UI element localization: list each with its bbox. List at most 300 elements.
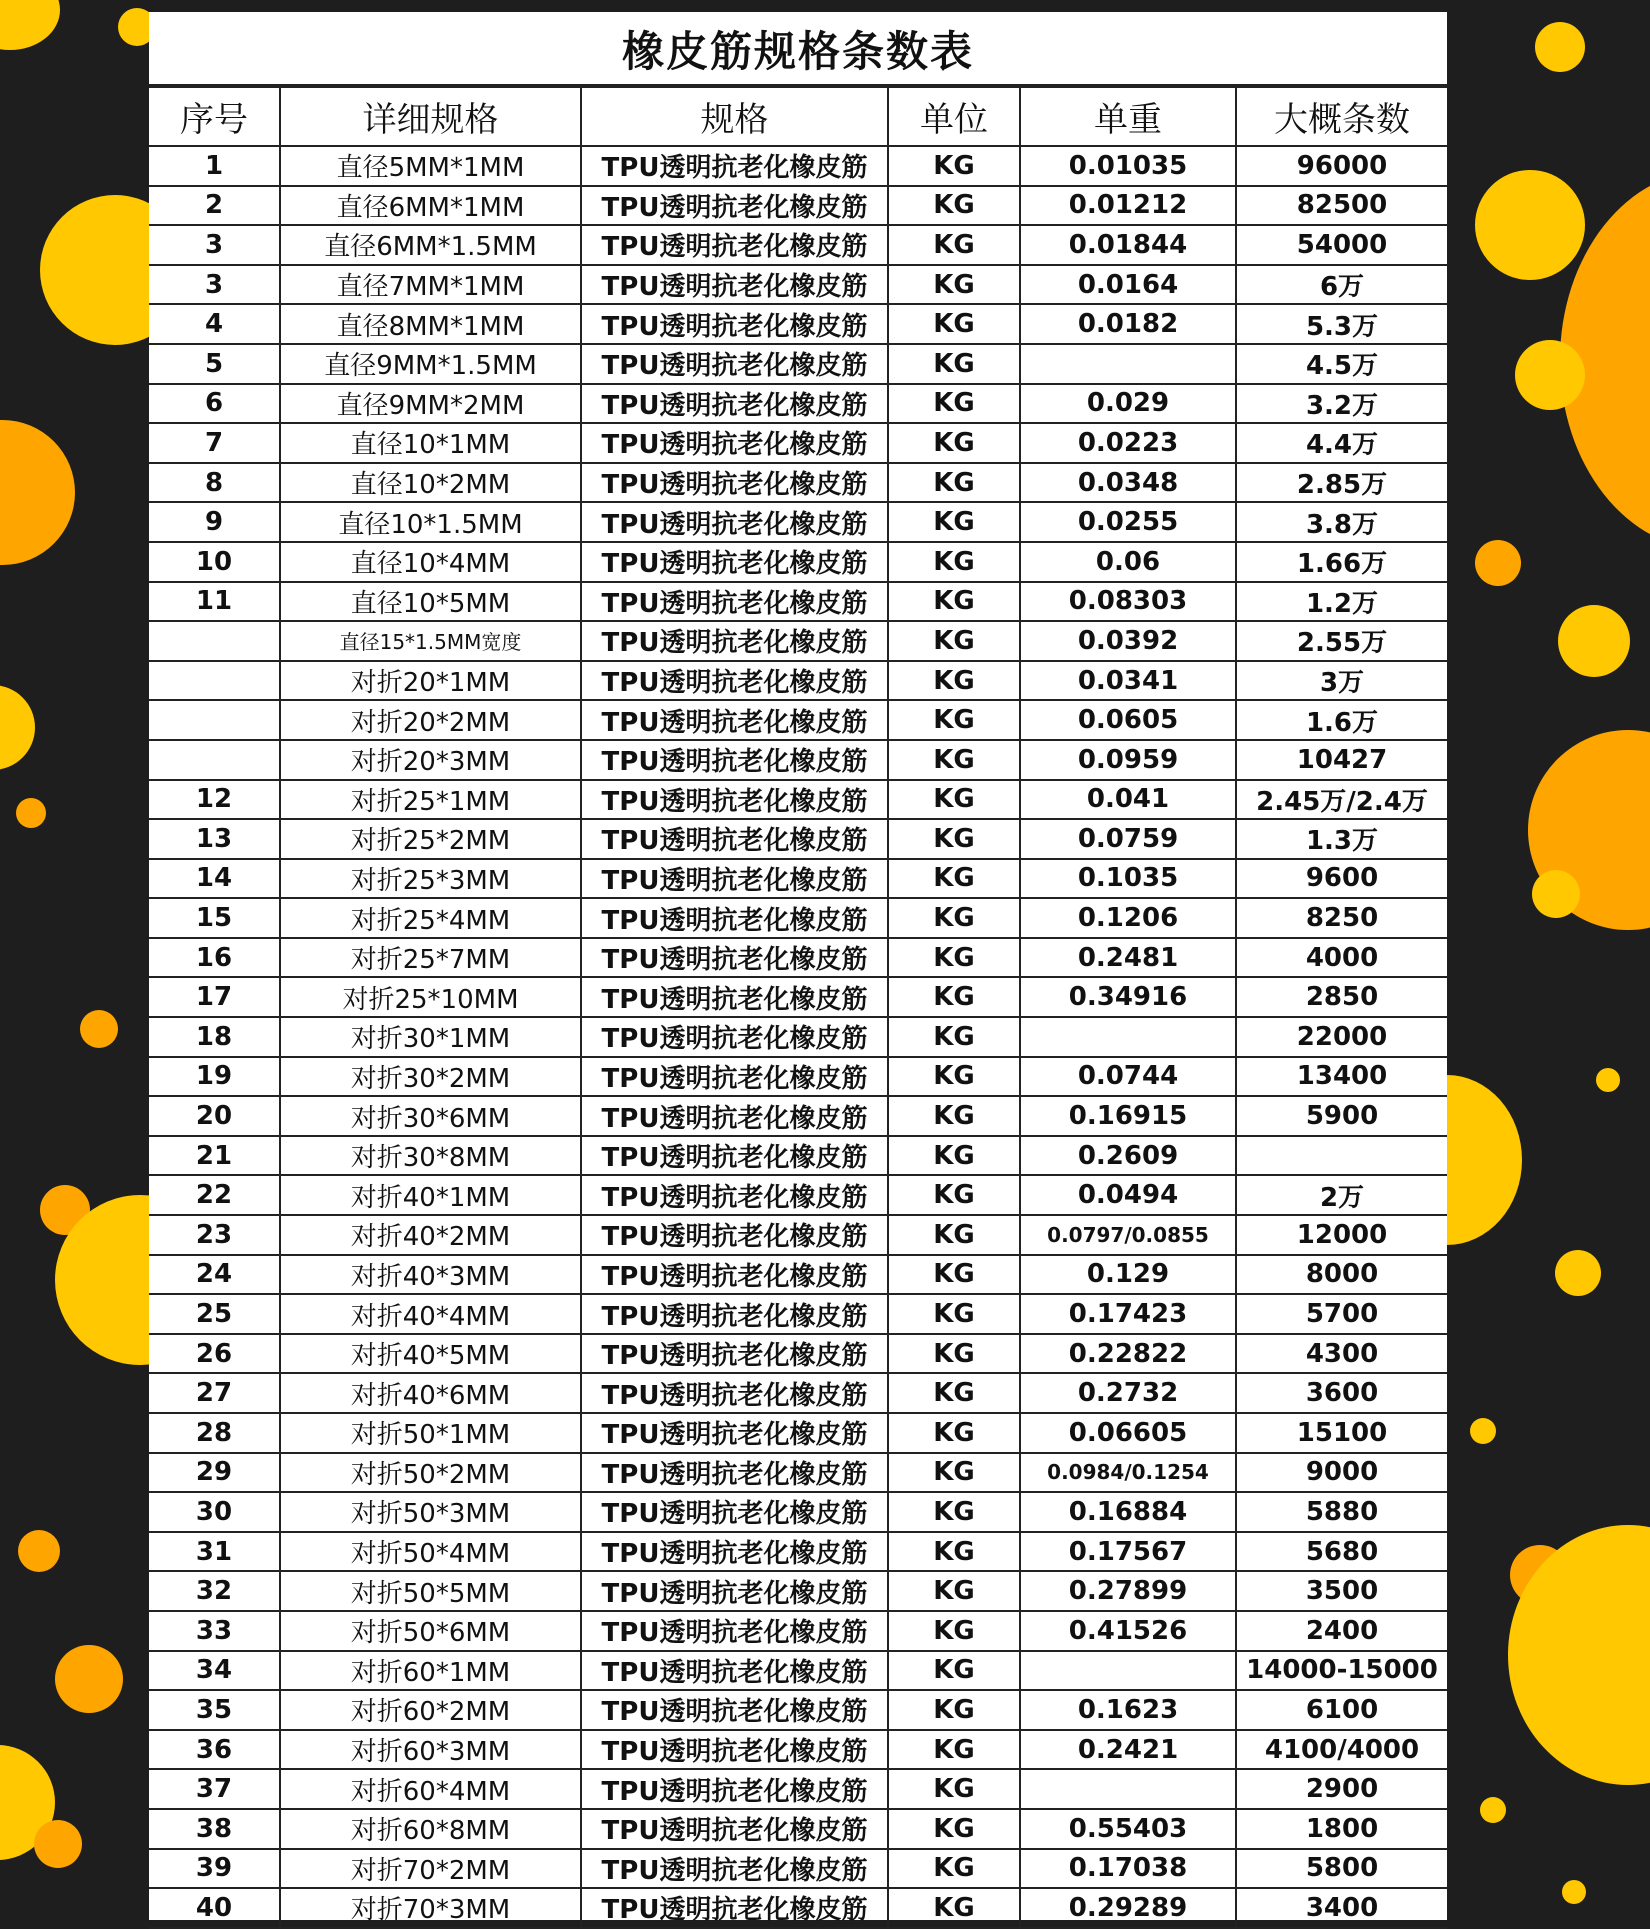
cell-col-serial: 39 xyxy=(149,1849,280,1889)
cell-col-unit-weight: 0.2732 xyxy=(1020,1373,1236,1413)
cell-col-approx-count: 13400 xyxy=(1236,1057,1447,1097)
cell-col-detail-spec: 对折50*2MM xyxy=(280,1453,581,1493)
cell-col-serial: 38 xyxy=(149,1809,280,1849)
cell-col-serial: 13 xyxy=(149,819,280,859)
cell-col-spec: TPU透明抗老化橡皮筋 xyxy=(581,859,888,899)
cell-col-spec: TPU透明抗老化橡皮筋 xyxy=(581,1769,888,1809)
table-row xyxy=(149,780,1447,820)
cell-col-spec: TPU透明抗老化橡皮筋 xyxy=(581,1453,888,1493)
cell-col-detail-spec: 对折50*1MM xyxy=(280,1413,581,1453)
cell-col-detail-spec: 对折60*3MM xyxy=(280,1730,581,1770)
table-row xyxy=(149,265,1447,305)
table-row xyxy=(149,1057,1447,1097)
cell-col-detail-spec: 直径6MM*1MM xyxy=(280,186,581,226)
cell-col-serial: 3 xyxy=(149,265,280,305)
cell-col-detail-spec: 对折60*1MM xyxy=(280,1651,581,1691)
cell-col-approx-count: 3.8万 xyxy=(1236,502,1447,542)
cell-col-unit-weight: 0.0984/0.1254 xyxy=(1020,1453,1236,1493)
cell-col-approx-count: 6100 xyxy=(1236,1690,1447,1730)
table-row xyxy=(149,186,1447,226)
cell-col-spec: TPU透明抗老化橡皮筋 xyxy=(581,1215,888,1255)
table-row xyxy=(149,502,1447,542)
cell-col-spec: TPU透明抗老化橡皮筋 xyxy=(581,304,888,344)
cell-col-unit-weight: 0.22822 xyxy=(1020,1334,1236,1374)
cell-col-approx-count: 9600 xyxy=(1236,859,1447,899)
table-row xyxy=(149,542,1447,582)
header-col-approx-count: 大概条数 xyxy=(1236,87,1447,146)
table-row xyxy=(149,146,1447,186)
cell-col-serial: 17 xyxy=(149,977,280,1017)
cell-col-detail-spec: 对折40*6MM xyxy=(280,1373,581,1413)
table-row xyxy=(149,740,1447,780)
cell-col-serial: 30 xyxy=(149,1492,280,1532)
cell-col-serial xyxy=(149,661,280,701)
cell-col-unit: KG xyxy=(888,384,1020,424)
cell-col-unit: KG xyxy=(888,1571,1020,1611)
table-row xyxy=(149,1096,1447,1136)
cell-col-serial: 7 xyxy=(149,423,280,463)
cell-col-spec: TPU透明抗老化橡皮筋 xyxy=(581,502,888,542)
cell-col-unit: KG xyxy=(888,1730,1020,1770)
cell-col-unit: KG xyxy=(888,1611,1020,1651)
cell-col-approx-count: 3600 xyxy=(1236,1373,1447,1413)
decorative-dot xyxy=(1532,870,1580,918)
cell-col-spec: TPU透明抗老化橡皮筋 xyxy=(581,1651,888,1691)
cell-col-unit-weight: 0.55403 xyxy=(1020,1809,1236,1849)
table-row xyxy=(149,463,1447,503)
cell-col-serial: 24 xyxy=(149,1255,280,1295)
cell-col-unit: KG xyxy=(888,1492,1020,1532)
cell-col-serial: 6 xyxy=(149,384,280,424)
table-row xyxy=(149,1730,1447,1770)
cell-col-unit-weight: 0.0223 xyxy=(1020,423,1236,463)
cell-col-detail-spec: 直径5MM*1MM xyxy=(280,146,581,186)
cell-col-spec: TPU透明抗老化橡皮筋 xyxy=(581,1690,888,1730)
cell-col-detail-spec: 对折25*7MM xyxy=(280,938,581,978)
cell-col-unit-weight: 0.16884 xyxy=(1020,1492,1236,1532)
table-row xyxy=(149,1017,1447,1057)
cell-col-serial: 11 xyxy=(149,582,280,622)
cell-col-spec: TPU透明抗老化橡皮筋 xyxy=(581,344,888,384)
cell-col-unit-weight: 0.029 xyxy=(1020,384,1236,424)
cell-col-detail-spec: 直径9MM*2MM xyxy=(280,384,581,424)
cell-col-approx-count: 10427 xyxy=(1236,740,1447,780)
cell-col-spec: TPU透明抗老化橡皮筋 xyxy=(581,1294,888,1334)
cell-col-serial: 21 xyxy=(149,1136,280,1176)
cell-col-serial: 3 xyxy=(149,225,280,265)
cell-col-unit: KG xyxy=(888,1373,1020,1413)
cell-col-approx-count: 2900 xyxy=(1236,1769,1447,1809)
cell-col-unit-weight: 0.0255 xyxy=(1020,502,1236,542)
cell-col-serial: 31 xyxy=(149,1532,280,1572)
cell-col-unit-weight xyxy=(1020,1769,1236,1809)
cell-col-spec: TPU透明抗老化橡皮筋 xyxy=(581,1017,888,1057)
decorative-dot xyxy=(34,1820,82,1868)
cell-col-unit-weight: 0.0341 xyxy=(1020,661,1236,701)
cell-col-unit: KG xyxy=(888,502,1020,542)
cell-col-spec: TPU透明抗老化橡皮筋 xyxy=(581,265,888,305)
cell-col-unit: KG xyxy=(888,542,1020,582)
cell-col-unit-weight: 0.2481 xyxy=(1020,938,1236,978)
cell-col-unit: KG xyxy=(888,1255,1020,1295)
cell-col-spec: TPU透明抗老化橡皮筋 xyxy=(581,384,888,424)
decorative-dot xyxy=(1562,1880,1586,1904)
cell-col-approx-count: 2.45万/2.4万 xyxy=(1236,780,1447,820)
decorative-dot xyxy=(16,798,46,828)
cell-col-detail-spec: 对折25*3MM xyxy=(280,859,581,899)
cell-col-serial: 23 xyxy=(149,1215,280,1255)
cell-col-serial: 8 xyxy=(149,463,280,503)
cell-col-detail-spec: 对折70*3MM xyxy=(280,1888,581,1928)
cell-col-serial: 16 xyxy=(149,938,280,978)
cell-col-unit: KG xyxy=(888,661,1020,701)
cell-col-approx-count: 1.66万 xyxy=(1236,542,1447,582)
cell-col-spec: TPU透明抗老化橡皮筋 xyxy=(581,1255,888,1295)
cell-col-approx-count: 22000 xyxy=(1236,1017,1447,1057)
cell-col-serial: 10 xyxy=(149,542,280,582)
cell-col-unit-weight: 0.0182 xyxy=(1020,304,1236,344)
cell-col-spec: TPU透明抗老化橡皮筋 xyxy=(581,186,888,226)
cell-col-spec: TPU透明抗老化橡皮筋 xyxy=(581,1532,888,1572)
cell-col-serial: 28 xyxy=(149,1413,280,1453)
cell-col-approx-count: 4300 xyxy=(1236,1334,1447,1374)
cell-col-spec: TPU透明抗老化橡皮筋 xyxy=(581,1492,888,1532)
table-row xyxy=(149,621,1447,661)
cell-col-approx-count: 2万 xyxy=(1236,1175,1447,1215)
cell-col-approx-count xyxy=(1236,1136,1447,1176)
sheet-title: 橡皮筋规格条数表 xyxy=(149,12,1447,86)
table-row xyxy=(149,1492,1447,1532)
cell-col-unit-weight xyxy=(1020,1651,1236,1691)
cell-col-unit: KG xyxy=(888,146,1020,186)
cell-col-unit-weight: 0.17567 xyxy=(1020,1532,1236,1572)
cell-col-serial: 5 xyxy=(149,344,280,384)
cell-col-unit: KG xyxy=(888,1413,1020,1453)
cell-col-unit-weight: 0.29289 xyxy=(1020,1888,1236,1928)
cell-col-spec: TPU透明抗老化橡皮筋 xyxy=(581,1888,888,1928)
cell-col-approx-count: 6万 xyxy=(1236,265,1447,305)
cell-col-unit-weight: 0.0164 xyxy=(1020,265,1236,305)
cell-col-unit-weight: 0.0797/0.0855 xyxy=(1020,1215,1236,1255)
cell-col-detail-spec: 直径9MM*1.5MM xyxy=(280,344,581,384)
cell-col-unit: KG xyxy=(888,423,1020,463)
cell-col-serial: 40 xyxy=(149,1888,280,1928)
cell-col-approx-count: 3500 xyxy=(1236,1571,1447,1611)
cell-col-detail-spec: 对折30*8MM xyxy=(280,1136,581,1176)
cell-col-detail-spec: 直径10*4MM xyxy=(280,542,581,582)
table-row xyxy=(149,1294,1447,1334)
cell-col-unit: KG xyxy=(888,819,1020,859)
cell-col-detail-spec: 对折25*1MM xyxy=(280,780,581,820)
cell-col-unit: KG xyxy=(888,700,1020,740)
cell-col-approx-count: 5680 xyxy=(1236,1532,1447,1572)
cell-col-unit: KG xyxy=(888,1453,1020,1493)
cell-col-spec: TPU透明抗老化橡皮筋 xyxy=(581,780,888,820)
cell-col-unit-weight: 0.06605 xyxy=(1020,1413,1236,1453)
cell-col-unit: KG xyxy=(888,1057,1020,1097)
cell-col-detail-spec: 对折40*1MM xyxy=(280,1175,581,1215)
cell-col-unit: KG xyxy=(888,1888,1020,1928)
cell-col-approx-count: 1.6万 xyxy=(1236,700,1447,740)
cell-col-spec: TPU透明抗老化橡皮筋 xyxy=(581,621,888,661)
cell-col-unit-weight: 0.34916 xyxy=(1020,977,1236,1017)
table-body xyxy=(149,146,1447,1928)
cell-col-detail-spec: 对折40*4MM xyxy=(280,1294,581,1334)
decorative-dot xyxy=(1480,1797,1506,1823)
cell-col-serial: 27 xyxy=(149,1373,280,1413)
cell-col-unit-weight: 0.0959 xyxy=(1020,740,1236,780)
cell-col-unit: KG xyxy=(888,621,1020,661)
cell-col-serial: 2 xyxy=(149,186,280,226)
cell-col-serial: 9 xyxy=(149,502,280,542)
cell-col-serial: 12 xyxy=(149,780,280,820)
cell-col-unit: KG xyxy=(888,977,1020,1017)
table-row xyxy=(149,977,1447,1017)
decorative-dot xyxy=(1515,340,1585,410)
cell-col-spec: TPU透明抗老化橡皮筋 xyxy=(581,938,888,978)
cell-col-approx-count: 4100/4000 xyxy=(1236,1730,1447,1770)
cell-col-serial: 29 xyxy=(149,1453,280,1493)
cell-col-unit: KG xyxy=(888,1294,1020,1334)
cell-col-spec: TPU透明抗老化橡皮筋 xyxy=(581,1136,888,1176)
cell-col-approx-count: 4.5万 xyxy=(1236,344,1447,384)
cell-col-approx-count: 5880 xyxy=(1236,1492,1447,1532)
cell-col-approx-count: 4.4万 xyxy=(1236,423,1447,463)
cell-col-unit: KG xyxy=(888,1849,1020,1889)
cell-col-detail-spec: 对折50*6MM xyxy=(280,1611,581,1651)
cell-col-detail-spec: 直径8MM*1MM xyxy=(280,304,581,344)
cell-col-approx-count: 3.2万 xyxy=(1236,384,1447,424)
cell-col-approx-count: 5900 xyxy=(1236,1096,1447,1136)
cell-col-approx-count: 54000 xyxy=(1236,225,1447,265)
cell-col-serial: 14 xyxy=(149,859,280,899)
cell-col-unit: KG xyxy=(888,1769,1020,1809)
cell-col-serial: 22 xyxy=(149,1175,280,1215)
cell-col-serial: 32 xyxy=(149,1571,280,1611)
cell-col-serial: 20 xyxy=(149,1096,280,1136)
table-row xyxy=(149,1809,1447,1849)
cell-col-detail-spec: 对折70*2MM xyxy=(280,1849,581,1889)
table-row xyxy=(149,1136,1447,1176)
cell-col-unit: KG xyxy=(888,780,1020,820)
header-col-unit-weight: 单重 xyxy=(1020,87,1236,146)
decorative-dot xyxy=(1535,22,1585,72)
header-col-spec: 规格 xyxy=(581,87,888,146)
cell-col-spec: TPU透明抗老化橡皮筋 xyxy=(581,1175,888,1215)
cell-col-unit: KG xyxy=(888,1532,1020,1572)
cell-col-detail-spec: 对折60*2MM xyxy=(280,1690,581,1730)
cell-col-detail-spec: 对折60*8MM xyxy=(280,1809,581,1849)
cell-col-serial: 25 xyxy=(149,1294,280,1334)
table-row xyxy=(149,344,1447,384)
cell-col-approx-count: 1800 xyxy=(1236,1809,1447,1849)
cell-col-approx-count: 9000 xyxy=(1236,1453,1447,1493)
table-row xyxy=(149,819,1447,859)
decorative-dot xyxy=(0,685,35,770)
cell-col-detail-spec: 对折25*10MM xyxy=(280,977,581,1017)
spec-sheet xyxy=(149,12,1447,1926)
cell-col-unit: KG xyxy=(888,225,1020,265)
cell-col-unit-weight: 0.0759 xyxy=(1020,819,1236,859)
cell-col-approx-count: 2.55万 xyxy=(1236,621,1447,661)
cell-col-spec: TPU透明抗老化橡皮筋 xyxy=(581,1730,888,1770)
cell-col-unit: KG xyxy=(888,898,1020,938)
decorative-dot xyxy=(1596,1068,1620,1092)
table-row xyxy=(149,384,1447,424)
cell-col-spec: TPU透明抗老化橡皮筋 xyxy=(581,225,888,265)
table-row xyxy=(149,938,1447,978)
table-row xyxy=(149,1334,1447,1374)
cell-col-unit: KG xyxy=(888,1017,1020,1057)
cell-col-spec: TPU透明抗老化橡皮筋 xyxy=(581,1413,888,1453)
cell-col-unit-weight: 0.08303 xyxy=(1020,582,1236,622)
cell-col-unit-weight: 0.01212 xyxy=(1020,186,1236,226)
cell-col-unit-weight: 0.41526 xyxy=(1020,1611,1236,1651)
cell-col-detail-spec: 对折30*2MM xyxy=(280,1057,581,1097)
cell-col-serial xyxy=(149,740,280,780)
table-row xyxy=(149,1849,1447,1889)
cell-col-spec: TPU透明抗老化橡皮筋 xyxy=(581,819,888,859)
cell-col-unit-weight: 0.06 xyxy=(1020,542,1236,582)
cell-col-unit: KG xyxy=(888,344,1020,384)
cell-col-spec: TPU透明抗老化橡皮筋 xyxy=(581,542,888,582)
cell-col-spec: TPU透明抗老化橡皮筋 xyxy=(581,582,888,622)
cell-col-unit-weight: 0.0494 xyxy=(1020,1175,1236,1215)
cell-col-detail-spec: 对折20*3MM xyxy=(280,740,581,780)
decorative-dot xyxy=(55,1645,123,1713)
cell-col-spec: TPU透明抗老化橡皮筋 xyxy=(581,1334,888,1374)
table-row xyxy=(149,1690,1447,1730)
cell-col-unit-weight: 0.129 xyxy=(1020,1255,1236,1295)
cell-col-detail-spec: 对折40*2MM xyxy=(280,1215,581,1255)
cell-col-unit-weight: 0.17038 xyxy=(1020,1849,1236,1889)
cell-col-detail-spec: 对折20*2MM xyxy=(280,700,581,740)
table-row xyxy=(149,859,1447,899)
cell-col-spec: TPU透明抗老化橡皮筋 xyxy=(581,1849,888,1889)
cell-col-unit: KG xyxy=(888,1334,1020,1374)
cell-col-spec: TPU透明抗老化橡皮筋 xyxy=(581,1571,888,1611)
table-row xyxy=(149,661,1447,701)
cell-col-spec: TPU透明抗老化橡皮筋 xyxy=(581,661,888,701)
cell-col-approx-count: 12000 xyxy=(1236,1215,1447,1255)
cell-col-approx-count: 8250 xyxy=(1236,898,1447,938)
cell-col-detail-spec: 对折40*3MM xyxy=(280,1255,581,1295)
cell-col-unit: KG xyxy=(888,1215,1020,1255)
table-row xyxy=(149,1651,1447,1691)
cell-col-serial: 19 xyxy=(149,1057,280,1097)
cell-col-spec: TPU透明抗老化橡皮筋 xyxy=(581,1809,888,1849)
cell-col-unit-weight: 0.0392 xyxy=(1020,621,1236,661)
cell-col-unit-weight: 0.1206 xyxy=(1020,898,1236,938)
decorative-dot xyxy=(1475,170,1585,280)
cell-col-spec: TPU透明抗老化橡皮筋 xyxy=(581,898,888,938)
cell-col-serial: 26 xyxy=(149,1334,280,1374)
cell-col-unit-weight: 0.01035 xyxy=(1020,146,1236,186)
table-row xyxy=(149,1215,1447,1255)
cell-col-detail-spec: 对折50*3MM xyxy=(280,1492,581,1532)
cell-col-unit: KG xyxy=(888,1690,1020,1730)
cell-col-detail-spec: 对折30*6MM xyxy=(280,1096,581,1136)
cell-col-detail-spec: 直径7MM*1MM xyxy=(280,265,581,305)
cell-col-spec: TPU透明抗老化橡皮筋 xyxy=(581,977,888,1017)
cell-col-unit-weight: 0.2421 xyxy=(1020,1730,1236,1770)
cell-col-detail-spec: 直径10*2MM xyxy=(280,463,581,503)
cell-col-spec: TPU透明抗老化橡皮筋 xyxy=(581,146,888,186)
cell-col-unit: KG xyxy=(888,582,1020,622)
cell-col-unit: KG xyxy=(888,265,1020,305)
cell-col-spec: TPU透明抗老化橡皮筋 xyxy=(581,700,888,740)
cell-col-detail-spec: 直径10*1MM xyxy=(280,423,581,463)
cell-col-serial: 37 xyxy=(149,1769,280,1809)
cell-col-approx-count: 5.3万 xyxy=(1236,304,1447,344)
cell-col-approx-count: 96000 xyxy=(1236,146,1447,186)
cell-col-serial: 35 xyxy=(149,1690,280,1730)
cell-col-detail-spec: 对折30*1MM xyxy=(280,1017,581,1057)
table-row xyxy=(149,898,1447,938)
cell-col-unit-weight: 0.27899 xyxy=(1020,1571,1236,1611)
cell-col-approx-count: 5700 xyxy=(1236,1294,1447,1334)
cell-col-approx-count: 15100 xyxy=(1236,1413,1447,1453)
cell-col-detail-spec: 对折20*1MM xyxy=(280,661,581,701)
decorative-dot xyxy=(80,1010,118,1048)
table-row xyxy=(149,225,1447,265)
cell-col-detail-spec: 对折50*5MM xyxy=(280,1571,581,1611)
cell-col-detail-spec: 对折50*4MM xyxy=(280,1532,581,1572)
header-col-detail-spec: 详细规格 xyxy=(280,87,581,146)
cell-col-detail-spec: 直径10*5MM xyxy=(280,582,581,622)
cell-col-serial: 33 xyxy=(149,1611,280,1651)
cell-col-spec: TPU透明抗老化橡皮筋 xyxy=(581,1096,888,1136)
cell-col-unit-weight: 0.0744 xyxy=(1020,1057,1236,1097)
cell-col-approx-count: 2.85万 xyxy=(1236,463,1447,503)
cell-col-unit: KG xyxy=(888,740,1020,780)
cell-col-approx-count: 3万 xyxy=(1236,661,1447,701)
cell-col-unit: KG xyxy=(888,1175,1020,1215)
table-row xyxy=(149,582,1447,622)
table-row xyxy=(149,1888,1447,1928)
cell-col-approx-count: 14000-15000 xyxy=(1236,1651,1447,1691)
cell-col-spec: TPU透明抗老化橡皮筋 xyxy=(581,423,888,463)
cell-col-detail-spec: 对折25*2MM xyxy=(280,819,581,859)
cell-col-unit: KG xyxy=(888,1809,1020,1849)
decorative-dot xyxy=(1470,1418,1496,1444)
header-col-unit: 单位 xyxy=(888,87,1020,146)
decorative-dot xyxy=(0,0,60,50)
cell-col-approx-count: 2850 xyxy=(1236,977,1447,1017)
cell-col-spec: TPU透明抗老化橡皮筋 xyxy=(581,463,888,503)
table-header-row xyxy=(149,87,1447,146)
cell-col-detail-spec: 直径6MM*1.5MM xyxy=(280,225,581,265)
table-row xyxy=(149,1373,1447,1413)
table-row xyxy=(149,304,1447,344)
table-row xyxy=(149,1255,1447,1295)
table-row xyxy=(149,423,1447,463)
cell-col-approx-count: 4000 xyxy=(1236,938,1447,978)
cell-col-serial: 1 xyxy=(149,146,280,186)
table-row xyxy=(149,1611,1447,1651)
cell-col-serial xyxy=(149,700,280,740)
cell-col-detail-spec: 对折60*4MM xyxy=(280,1769,581,1809)
cell-col-detail-spec: 直径15*1.5MM宽度 xyxy=(280,621,581,661)
cell-col-unit-weight: 0.0605 xyxy=(1020,700,1236,740)
cell-col-spec: TPU透明抗老化橡皮筋 xyxy=(581,1057,888,1097)
table-row xyxy=(149,1532,1447,1572)
cell-col-unit-weight: 0.01844 xyxy=(1020,225,1236,265)
spec-table xyxy=(149,86,1447,1929)
cell-col-unit-weight: 0.041 xyxy=(1020,780,1236,820)
cell-col-unit-weight xyxy=(1020,1017,1236,1057)
cell-col-approx-count: 3400 xyxy=(1236,1888,1447,1928)
